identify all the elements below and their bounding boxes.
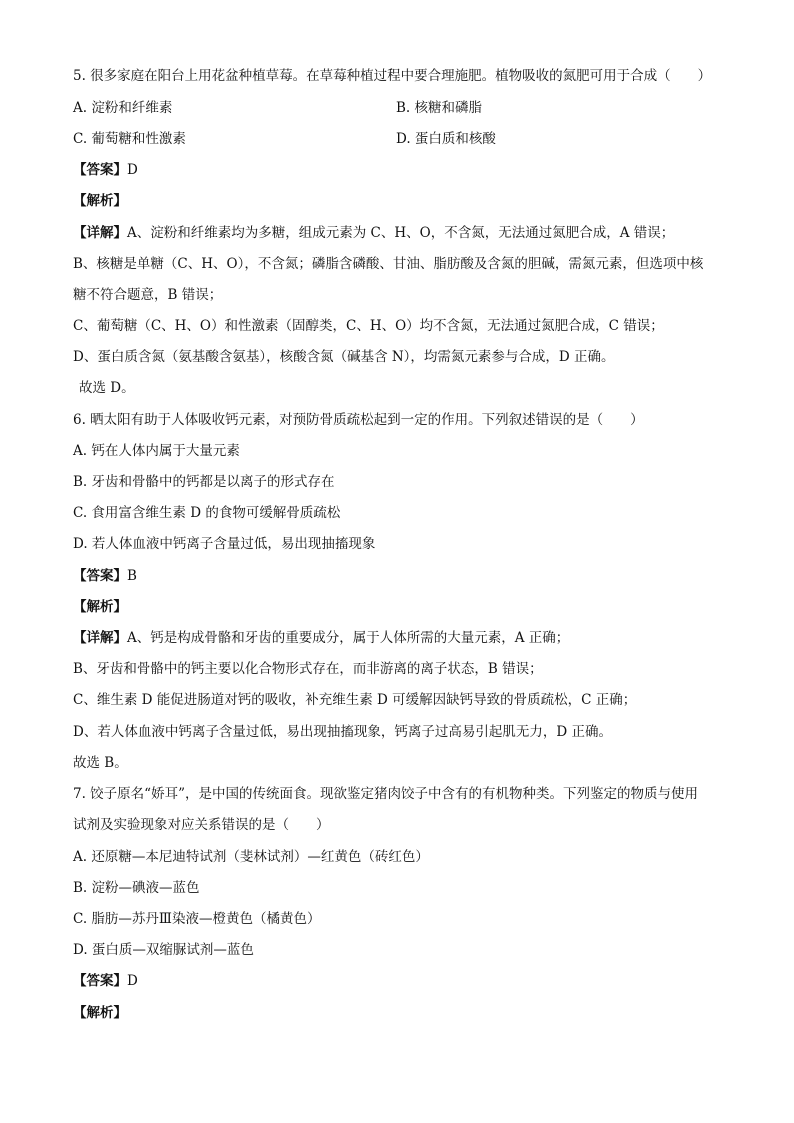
q5-option-a: A. 淀粉和纤维素 (73, 100, 173, 116)
q6-detail-1-text: A、钙是构成骨骼和牙齿的重要成分，属于人体所需的大量元素，A 正确； (127, 630, 570, 646)
q6-detail-3: C、维生素 D 能促进肠道对钙的吸收，补充维生素 D 可缓解因缺钙导致的骨质疏松，C 正确； (73, 692, 637, 708)
q6-detail-1 (73, 629, 569, 647)
q5-detail-4: C、葡萄糖（C、H、O）和性激素（固醇类，C、H、O）均不含氮，无法通过氮肥合成，C 错误； (73, 318, 664, 334)
q6-conclusion: 故选 B。 (73, 755, 128, 771)
q7-answer (73, 972, 138, 990)
q5-detail-3: 糖不符合题意，B 错误； (73, 287, 223, 303)
q6-option-c: C. 食用富含维生素 D 的食物可缓解骨质疏松 (73, 505, 341, 521)
q7-option-c: C. 脂肪—苏丹Ⅲ染液—橙黄色（橘黄色） (73, 911, 321, 927)
q7-option-b: B. 淀粉—碘液—蓝色 (73, 880, 200, 896)
q7-stem-line-1: 7. 饺子原名“娇耳”，是中国的传统面食。现欲鉴定猪肉饺子中含有的有机物种类。下列鉴定的物质与使用 (73, 786, 698, 802)
q5-conclusion: 故选 D。 (79, 380, 135, 396)
q7-answer-value: D (127, 973, 138, 989)
q7-option-a: A. 还原糖—本尼迪特试剂（斐林试剂）—红黄色（砖红色） (73, 849, 429, 865)
q5-option-d: D. 蛋白质和核酸 (396, 131, 496, 147)
q5-detail-2: B、核糖是单糖（C、H、O），不含氮；磷脂含磷酸、甘油、脂肪酸及含氮的胆碱，需氮元素，但选项中核 (73, 256, 704, 272)
q6-answer-tag: 【答案】 (73, 568, 127, 584)
q7-stem-line-2: 试剂及实验现象对应关系错误的是（ ） (73, 817, 330, 833)
q6-detail-tag: 【详解】 (73, 630, 127, 646)
q6-answer-value: B (127, 568, 137, 584)
q5-option-c: C. 葡萄糖和性激素 (73, 131, 186, 147)
q5-detail-1 (73, 224, 674, 242)
q5-answer (73, 161, 138, 179)
q5-analysis-tag: 【解析】 (73, 193, 127, 209)
q6-option-d: D. 若人体血液中钙离子含量过低，易出现抽搐现象 (73, 536, 376, 552)
q5-detail-5: D、蛋白质含氮（氨基酸含氨基），核酸含氮（碱基含 N），均需氮元素参与合成，D 正确。 (73, 349, 615, 365)
q5-answer-tag: 【答案】 (73, 162, 127, 178)
q5-option-b: B. 核糖和磷脂 (396, 100, 483, 116)
q6-answer (73, 567, 137, 585)
q6-detail-2: B、牙齿和骨骼中的钙主要以化合物形式存在，而非游离的离子状态，B 错误； (73, 661, 543, 677)
q6-analysis-tag: 【解析】 (73, 599, 127, 615)
q5-detail-tag: 【详解】 (73, 225, 127, 241)
q6-stem: 6. 晒太阳有助于人体吸收钙元素，对预防骨质疏松起到一定的作用。下列叙述错误的是（ ） (73, 412, 644, 428)
q5-answer-value: D (127, 162, 138, 178)
q6-option-a: A. 钙在人体内属于大量元素 (73, 443, 240, 459)
q7-option-d: D. 蛋白质—双缩脲试剂—蓝色 (73, 942, 254, 958)
q5-detail-1-text: A、淀粉和纤维素均为多糖，组成元素为 C、H、O，不含氮，无法通过氮肥合成，A 错误； (127, 225, 675, 241)
q6-option-b: B. 牙齿和骨骼中的钙都是以离子的形式存在 (73, 474, 335, 490)
q6-detail-4: D、若人体血液中钙离子含量过低，易出现抽搐现象，钙离子过高易引起肌无力，D 正确。 (73, 724, 612, 740)
q5-stem: 5. 很多家庭在阳台上用花盆种植草莓。在草莓种植过程中要合理施肥。植物吸收的氮肥可用于合成（ ） (73, 68, 712, 84)
q7-analysis-tag: 【解析】 (73, 1005, 127, 1021)
q7-answer-tag: 【答案】 (73, 973, 127, 989)
